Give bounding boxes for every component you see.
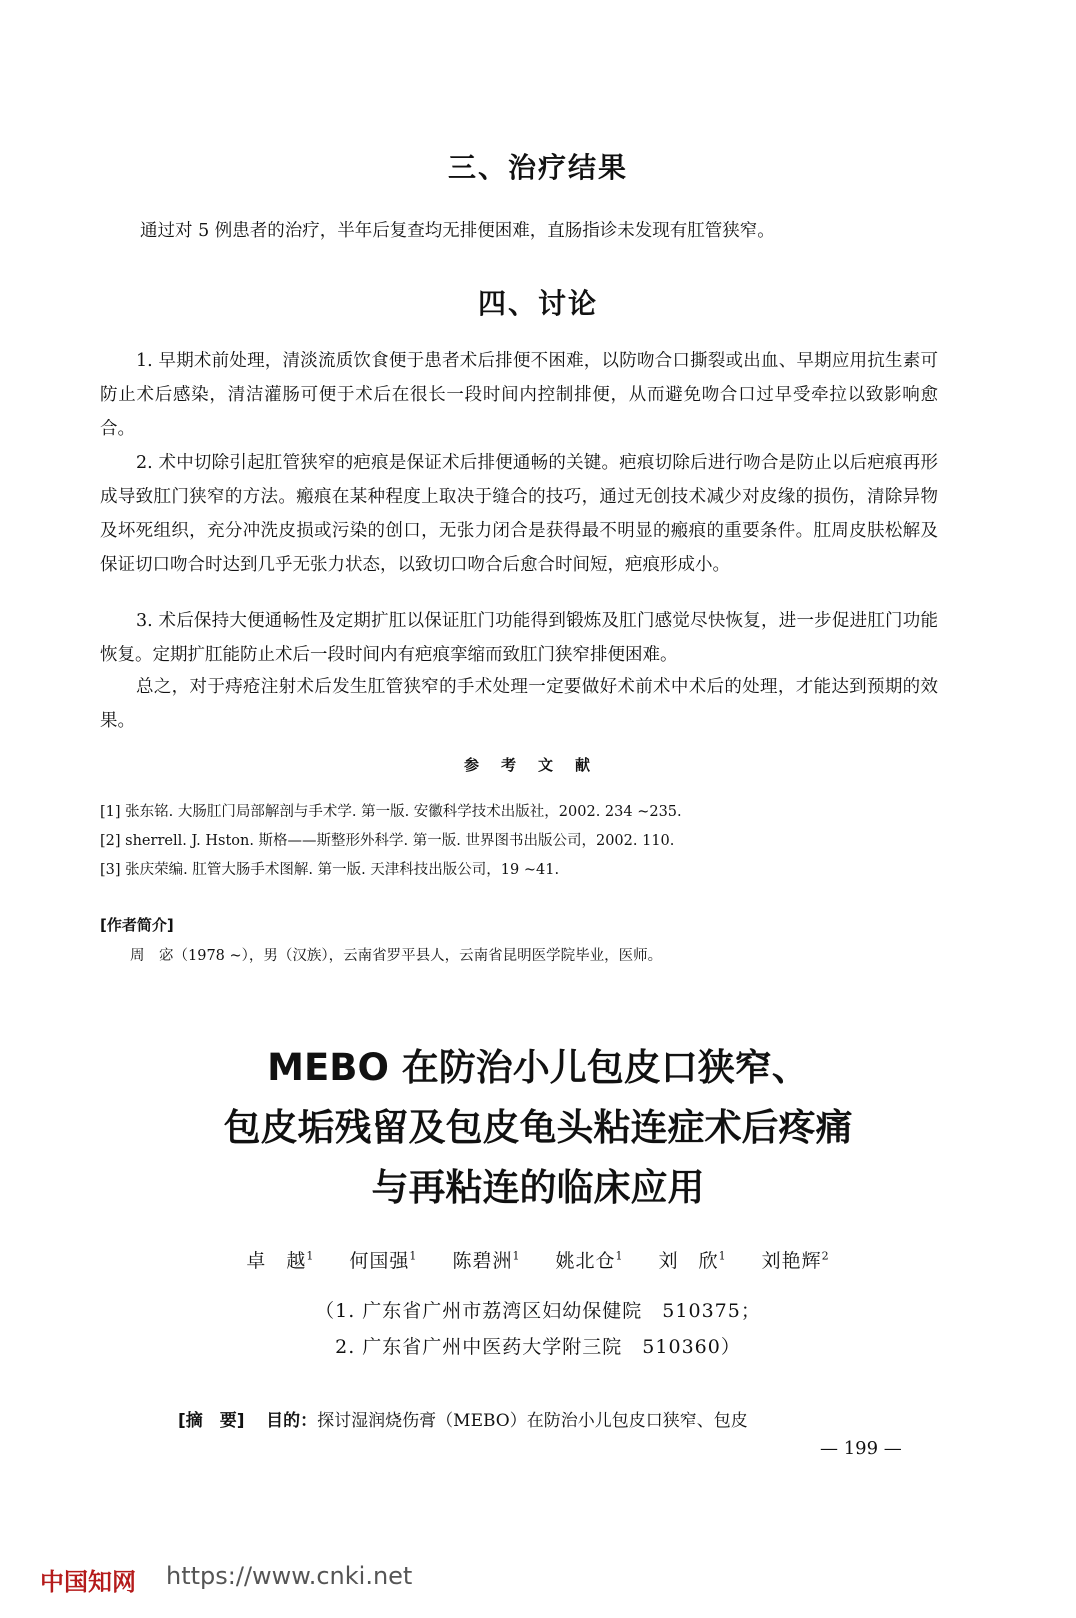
abstract-text: 探讨湿润烧伤膏（MEBO）在防治小儿包皮口狭窄、包皮 [317, 1411, 748, 1431]
author: 刘 欣$^1$ [658, 1249, 727, 1272]
abstract [178, 1406, 748, 1431]
discussion-paragraph-3: 3. 术后保持大便通畅性及定期扩肛以保证肛门功能得到锻炼及肛门感觉尽快恢复，进一步促进肛门功能恢复。定期扩肛能防止术后一段时间内有疤痕挛缩而致肛门狭窄排便困难。 [100, 611, 938, 665]
references-title: 参考文献 [463, 756, 612, 774]
about-author-heading: [作者简介] [100, 916, 174, 934]
article-title [0, 1038, 1076, 1218]
discussion-paragraph-1: 1. 早期术前处理，清淡流质饮食便于患者术后排便不困难，以防吻合口撕裂或出血、早期应用抗生素可防止术后感染，清洁灌肠可便于术后在很长一段时间内控制排便，从而避免吻合口过早受牵拉以致影响愈合。 [100, 351, 938, 439]
about-author-text: 周 宓（1978 ~），男（汉族），云南省罗平县人，云南省昆明医学院毕业，医师。 [130, 948, 663, 964]
discussion-paragraph-2: 2. 术中切除引起肛管狭窄的疤痕是保证术后排便通畅的关键。疤痕切除后进行吻合是防止以后疤痕再形成导致肛门狭窄的方法。瘢痕在某种程度上取决于缝合的技巧，通过无创技术减少对皮缘的损伤，清除异物及坏死组织，充分冲洗皮损或污染的创口，无张力闭合是获得最不明显的瘢痕的重要条件。肛周皮肤松解及保证切口吻合时达到几乎无张力状态，以致切口吻合后愈合时间短，疤痕形成小。 [100, 453, 938, 575]
section4-heading: 四、讨论 [477, 287, 598, 320]
reference-item-3: [3] 张庆荣编. 肛管大肠手术图解. 第一版. 天津科技出版公司，19 ~41. [100, 862, 560, 878]
author: 陈碧洲$^1$ [452, 1249, 521, 1272]
reference-item-2: [2] sherrell. J. Hston. 斯格——斯整形外科学. 第一版. 世界图书出版公司，2002. 110. [100, 833, 675, 849]
abstract-label: 目的： [266, 1411, 318, 1431]
section3-text: 通过对 5 例患者的治疗，半年后复查均无排便困难，直肠指诊未发现有肛管狭窄。 [140, 221, 775, 241]
author: 姚北仓$^1$ [555, 1249, 624, 1272]
discussion-conclusion: 总之，对于痔疮注射术后发生肛管狭窄的手术处理一定要做好术前术中术后的处理，才能达到预期的效果。 [100, 677, 938, 731]
abstract-tag: [摘 要] [178, 1411, 245, 1431]
article-title-line-3: 与再粘连的临床应用 [371, 1166, 705, 1209]
author: 何国强$^1$ [349, 1249, 418, 1272]
author: 卓 越$^1$ [246, 1249, 315, 1272]
cnki-logo: 中国知网 [40, 1568, 136, 1596]
affiliation-1: （1. 广东省广州市荔湾区妇幼保健院 510375； [315, 1300, 761, 1322]
reference-item-1: [1] 张东铭. 大肠肛门局部解剖与手术学. 第一版. 安徽科学技术出版社，2002. 234 ~235. [100, 804, 682, 820]
affiliation-2: 2. 广东省广州中医药大学附三院 510360） [335, 1336, 741, 1358]
article-title-line-1: MEBO 在防治小儿包皮口狭窄、 [267, 1046, 809, 1089]
article-title-line-2: 包皮垢残留及包皮龟头粘连症术后疼痛 [223, 1106, 853, 1149]
page-number: — 199 — [820, 1438, 902, 1459]
cnki-url[interactable]: https://www.cnki.net [166, 1562, 413, 1590]
author-list [0, 1246, 1076, 1273]
section3-heading: 三、治疗结果 [447, 151, 628, 184]
author: 刘艳辉$^2$ [761, 1249, 830, 1272]
